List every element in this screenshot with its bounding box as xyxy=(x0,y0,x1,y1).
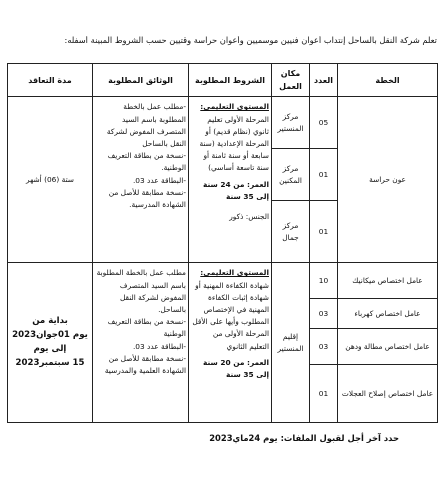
conditions-education: شهادة الكفاءة المهنية أو شهادة إثبات الكفاءة المهنية في الإختصاص المطلوب وأيها على الأقل المرحلة الأولى من التعليم الثانوي xyxy=(192,280,269,351)
conditions-age: العمر: من 20 سنة إلى 35 سنة xyxy=(202,357,269,380)
documents-guard xyxy=(93,97,189,263)
job-guard: عون حراسة xyxy=(338,97,438,263)
document-item: -نسخة مطابقة للأصل من الشهادة المدرسية. xyxy=(108,187,186,210)
duration-line: بداية من xyxy=(32,316,68,327)
duration-technicians xyxy=(8,263,93,423)
count-cell: 01 xyxy=(310,149,338,201)
job-technician: عامل اختصاص كهرباء xyxy=(338,299,438,329)
recruitment-table xyxy=(7,63,438,423)
header-job: الخطة xyxy=(338,64,438,97)
table-row xyxy=(8,97,438,149)
conditions-age: العمر: من 24 سنة إلى 35 سنة xyxy=(202,179,269,201)
document-item: -مطلب عمل بالخطة المطلوبة باسم السيد المتصرف المفوض لشركة النقل بالساحل xyxy=(106,102,186,149)
document-item: -البطاقة عدد 03. xyxy=(132,341,186,351)
place-technicians: إقليم المنستير xyxy=(272,263,310,423)
job-technician: عامل اختصاص ميكانيك xyxy=(338,263,438,299)
document-item: مطلب عمل بالخطة المطلوبة باسم السيد المتصرف المفوض لشركة النقل بالساحل. xyxy=(96,268,186,315)
document-item: -البطاقة عدد 03. xyxy=(132,175,186,185)
table-row xyxy=(8,263,438,299)
count-cell: 05 xyxy=(310,97,338,149)
header-count: العدد xyxy=(310,64,338,97)
conditions-gender: الجنس: ذكور xyxy=(229,212,269,222)
count-cell: 01 xyxy=(310,365,338,423)
count-cell: 10 xyxy=(310,263,338,299)
header-place: مكان العمل xyxy=(272,64,310,97)
conditions-heading: المستوى التعليمي: xyxy=(200,268,269,278)
conditions-education: المرحلة الأولى تعليم ثانوي (نظام قديم) أو المرحلة الإعدادية (سنة سابعة أو سنة ثامنة أو سنة تاسعة أساسي) xyxy=(199,114,269,173)
conditions-technicians xyxy=(189,263,272,423)
place-cell: مركز المنستير xyxy=(272,97,310,149)
application-deadline: حدد آخر أجل لقبول الملفات: يوم 24ماي2023 xyxy=(209,433,399,443)
job-technician: عامل اختصاص مطالة ودهن xyxy=(338,329,438,365)
duration-guard: ستة (06) أشهر xyxy=(8,97,93,263)
table-header-row xyxy=(8,64,438,97)
count-cell: 03 xyxy=(310,299,338,329)
place-cell: مركز المكنين xyxy=(272,149,310,201)
job-technician: عامل اختصاص إصلاح العجلات xyxy=(338,365,438,423)
header-conditions: الشروط المطلوبة xyxy=(189,64,272,97)
duration-line: يوم 01جوان2023 xyxy=(12,330,88,341)
conditions-guard xyxy=(189,97,272,263)
header-duration: مدة التعاقد xyxy=(8,64,93,97)
documents-technicians xyxy=(93,263,189,423)
header-documents: الوثائق المطلوبة xyxy=(93,64,189,97)
conditions-heading: المستوى التعليمي: xyxy=(200,102,269,112)
intro-text: تعلم شركة النقل بالساحل إنتداب أعوان فنيين موسميين وأعوان حراسة وقتيين حسب الشروط المبينة أسفله: xyxy=(64,36,437,45)
document-item: -نسخة من بطاقة التعريف الوطنية xyxy=(107,317,186,339)
count-cell: 03 xyxy=(310,329,338,365)
document-item: -نسخة مطابقة للأصل من الشهادة العلمية والمدرسية xyxy=(104,353,186,376)
count-cell: 01 xyxy=(310,201,338,263)
duration-line: 15 سبتمبر2023 xyxy=(15,357,85,368)
place-cell: مركز جمال xyxy=(272,201,310,263)
duration-line: إلى يوم xyxy=(33,343,67,354)
document-item: -نسخة من بطاقة التعريف الوطنية. xyxy=(107,151,186,173)
